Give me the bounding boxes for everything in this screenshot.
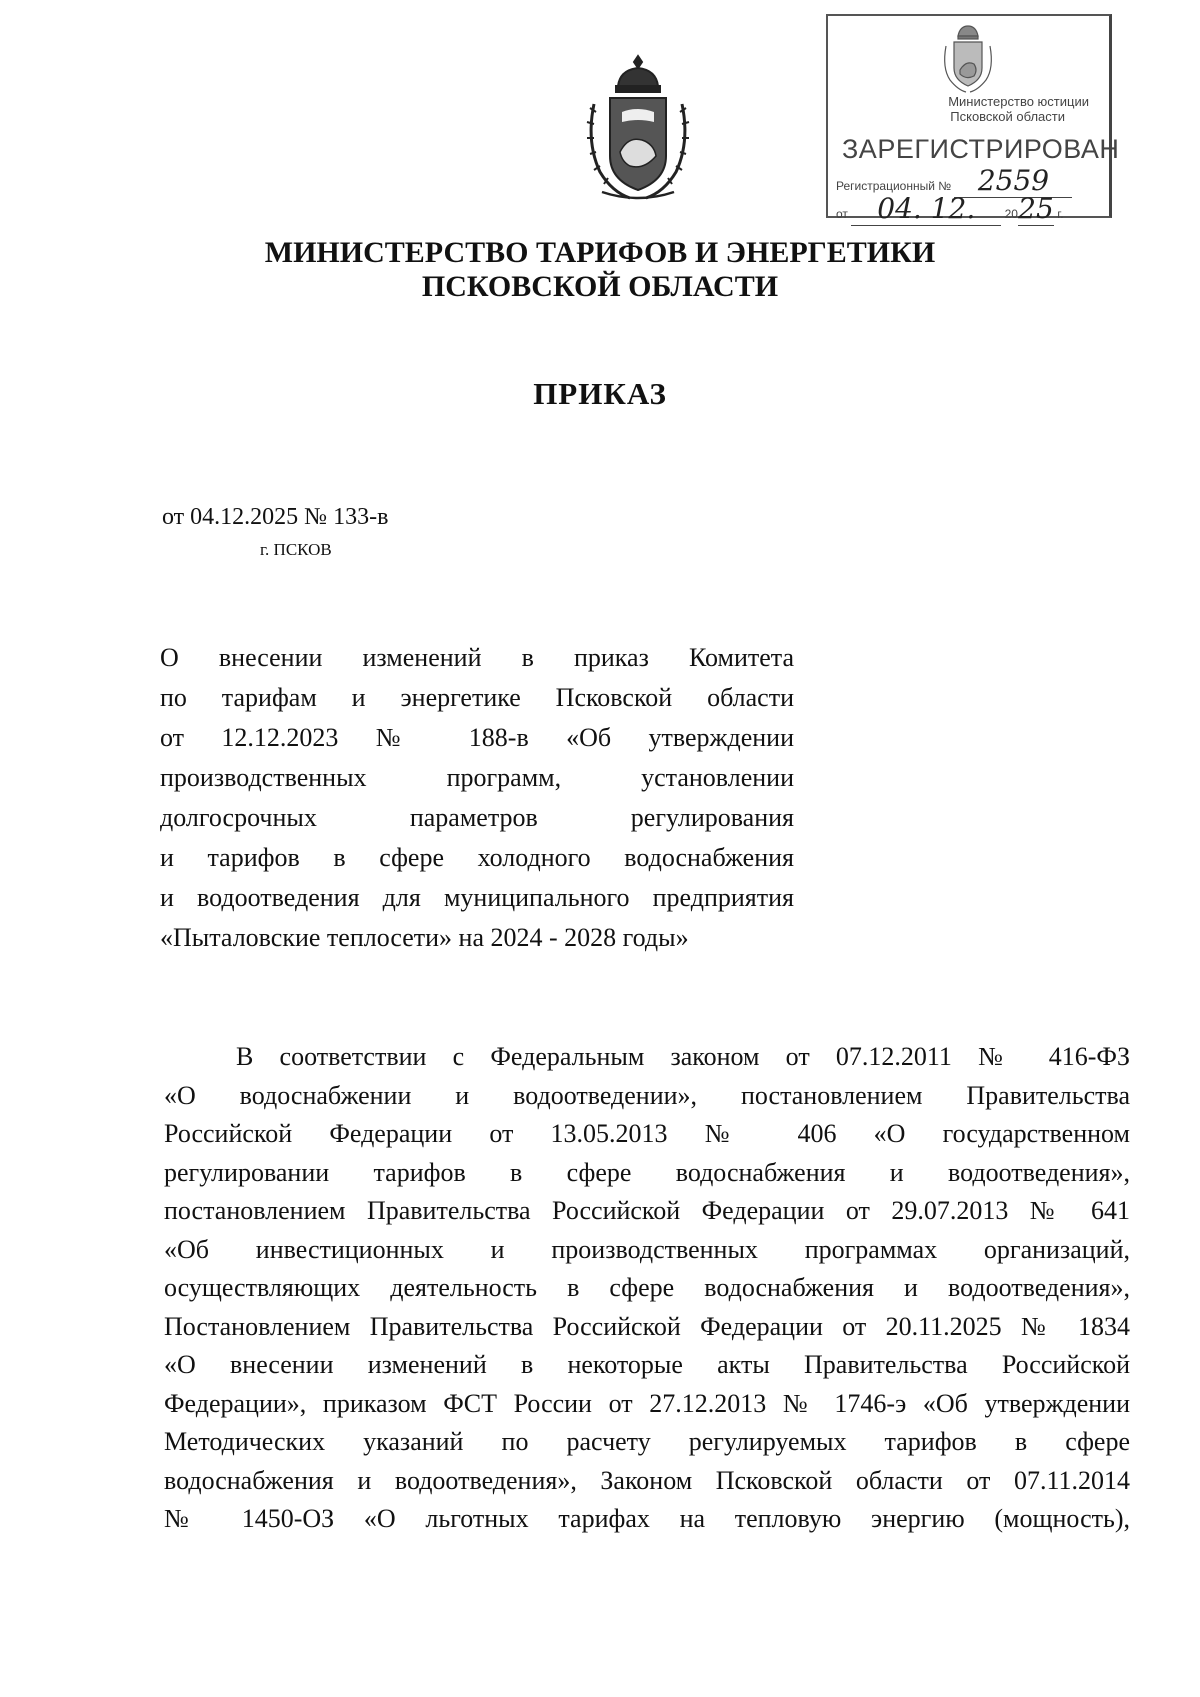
- subject-line: О внесении изменений в приказ Комитета: [160, 643, 794, 672]
- body-line: осуществляющих деятельность в сфере водоснабжения и водоотведения»,: [164, 1273, 1130, 1302]
- ministry-title-line2: ПСКОВСКОЙ ОБЛАСТИ: [421, 270, 779, 303]
- subject-line: и тарифов в сфере холодного водоснабжения: [160, 843, 794, 872]
- subject-line: от 12.12.2023 № 188-в «Об утверждении: [160, 723, 794, 752]
- body-line: регулировании тарифов в сфере водоснабжения и водоотведения»,: [164, 1157, 1130, 1187]
- stamp-status: ЗАРЕГИСТРИРОВАН: [842, 134, 1120, 164]
- body-line: «О водоснабжении и водоотведении», постановлением Правительства: [164, 1080, 1130, 1110]
- body-line: Федерации», приказом ФСТ России от 27.12.2013 № 1746-э «Об утверждении: [164, 1388, 1130, 1418]
- order-date-number: от 04.12.2025 № 133-в: [162, 504, 389, 530]
- body-line: Постановлением Правительства Российской Федерации от 20.11.2025 № 1834: [164, 1311, 1130, 1341]
- stamp-coat-of-arms-icon: [940, 22, 996, 94]
- body-line: Методических указаний по расчету регулируемых тарифов в сфере: [164, 1427, 1130, 1456]
- body-line: Российской Федерации от 13.05.2013 № 406 «О государственном: [164, 1119, 1130, 1148]
- ministry-title: [0, 236, 1200, 304]
- subject-line: и водоотведения для муниципального предприятия: [160, 883, 794, 912]
- stamp-date-value: 04. 12.: [877, 192, 976, 225]
- stamp-ministry-line2: Псковской области: [950, 109, 1065, 124]
- stamp-reg-label: Регистрационный №: [836, 179, 952, 193]
- subject-line: производственных программ, установлении: [160, 763, 794, 792]
- pskov-coat-of-arms-emblem: [582, 52, 694, 204]
- subject-line: долгосрочных параметров регулирования: [160, 803, 794, 832]
- stamp-year-value: 25: [1018, 192, 1054, 225]
- stamp-date-row: [836, 192, 1064, 226]
- stamp-year-prefix: 20: [1004, 207, 1018, 221]
- body-line: водоснабжения и водоотведения», Законом Псковской области от 07.11.2014: [164, 1465, 1130, 1495]
- subject-line: по тарифам и энергетике Псковской области: [160, 683, 794, 712]
- stamp-date-prefix: от: [836, 207, 848, 221]
- body-line: В соответствии с Федеральным законом от 07.12.2011 № 416-ФЗ: [236, 1042, 1130, 1071]
- order-subject: [160, 638, 794, 958]
- order-city: г. ПСКОВ: [260, 540, 332, 559]
- subject-line: «Пыталовские теплосети» на 2024 - 2028 годы»: [160, 923, 689, 952]
- body-line: «О внесении изменений в некоторые акты Правительства Российской: [164, 1350, 1130, 1379]
- stamp-reg-number: 2559: [977, 164, 1050, 197]
- body-line: «Об инвестиционных и производственных программах организаций,: [164, 1234, 1130, 1264]
- body-line: постановлением Правительства Российской Федерации от 29.07.2013 № 641: [164, 1196, 1130, 1225]
- document-type: ПРИКАЗ: [533, 376, 667, 411]
- registration-stamp: [826, 14, 1120, 225]
- stamp-ministry-line1: Министерство юстиции: [948, 94, 1089, 109]
- order-body: [164, 1038, 1130, 1539]
- body-line: № 1450-ОЗ «О льготных тарифах на тепловую энергию (мощность),: [164, 1504, 1130, 1533]
- stamp-year-suffix: г.: [1057, 207, 1064, 221]
- ministry-title-line1: МИНИСТЕРСТВО ТАРИФОВ И ЭНЕРГЕТИКИ: [264, 236, 936, 269]
